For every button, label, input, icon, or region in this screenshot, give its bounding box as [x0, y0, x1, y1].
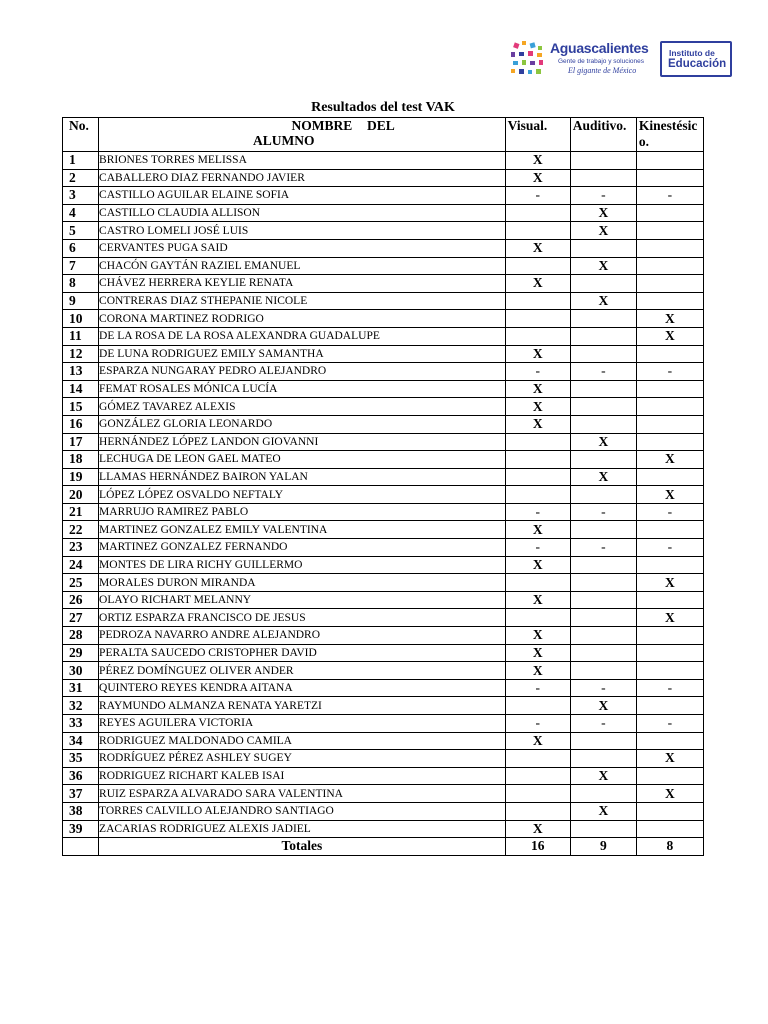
kinestesico-cell: [636, 556, 703, 574]
visual-cell: [505, 486, 570, 504]
header-visual: Visual.: [505, 118, 570, 152]
row-number: 7: [63, 257, 99, 275]
row-number: 2: [63, 169, 99, 187]
kinestesico-cell: X: [636, 785, 703, 803]
kinestesico-cell: [636, 802, 703, 820]
table-row: [63, 415, 704, 433]
auditivo-cell: [570, 609, 636, 627]
table-row: [63, 169, 704, 187]
auditivo-cell: [570, 169, 636, 187]
kinestesico-cell: -: [636, 679, 703, 697]
auditivo-cell: [570, 591, 636, 609]
visual-cell: -: [505, 187, 570, 205]
kinestesico-cell: [636, 415, 703, 433]
row-number: 37: [63, 785, 99, 803]
table-row: [63, 503, 704, 521]
row-number: 28: [63, 627, 99, 645]
visual-cell: -: [505, 715, 570, 733]
kinestesico-cell: -: [636, 363, 703, 381]
kinestesico-cell: [636, 468, 703, 486]
table-row: [63, 327, 704, 345]
table-row: [63, 451, 704, 469]
table-header-row: [63, 118, 704, 152]
student-name: LLAMAS HERNÁNDEZ BAIRON YALAN: [99, 468, 506, 486]
kinestesico-cell: [636, 767, 703, 785]
kinestesico-cell: X: [636, 609, 703, 627]
table-row: [63, 644, 704, 662]
row-number: 30: [63, 662, 99, 680]
row-number: 34: [63, 732, 99, 750]
student-name: CORONA MARTINEZ RODRIGO: [99, 310, 506, 328]
table-row: [63, 785, 704, 803]
kinestesico-cell: [636, 521, 703, 539]
visual-cell: [505, 327, 570, 345]
row-number: 38: [63, 802, 99, 820]
auditivo-cell: X: [570, 292, 636, 310]
visual-cell: X: [505, 556, 570, 574]
aguascalientes-slogan: El gigante de México: [568, 66, 637, 75]
visual-cell: X: [505, 239, 570, 257]
table-row: [63, 345, 704, 363]
auditivo-cell: [570, 451, 636, 469]
kinestesico-cell: X: [636, 486, 703, 504]
student-name: DE LA ROSA DE LA ROSA ALEXANDRA GUADALUPE: [99, 327, 506, 345]
row-number: 24: [63, 556, 99, 574]
auditivo-cell: [570, 785, 636, 803]
kinestesico-cell: [636, 820, 703, 838]
row-number: 11: [63, 327, 99, 345]
kinestesico-cell: [636, 697, 703, 715]
student-name: OLAYO RICHART MELANNY: [99, 591, 506, 609]
aguascalientes-emblem-icon: [508, 40, 548, 78]
header-name-c: ALUMNO: [253, 133, 315, 148]
row-number: 4: [63, 204, 99, 222]
student-name: RAYMUNDO ALMANZA RENATA YARETZI: [99, 697, 506, 715]
visual-cell: [505, 574, 570, 592]
table-row: [63, 556, 704, 574]
auditivo-cell: [570, 239, 636, 257]
row-number: 26: [63, 591, 99, 609]
row-number: 6: [63, 239, 99, 257]
kinestesico-cell: [636, 257, 703, 275]
visual-cell: X: [505, 820, 570, 838]
row-number: 9: [63, 292, 99, 310]
student-name: BRIONES TORRES MELISSA: [99, 152, 506, 170]
totals-empty-cell: [63, 838, 99, 856]
table-row: [63, 310, 704, 328]
auditivo-cell: X: [570, 468, 636, 486]
table-row: [63, 222, 704, 240]
auditivo-cell: [570, 327, 636, 345]
row-number: 27: [63, 609, 99, 627]
auditivo-cell: [570, 152, 636, 170]
auditivo-cell: X: [570, 204, 636, 222]
kinestesico-cell: [636, 292, 703, 310]
instituto-educacion-logo: [660, 41, 732, 77]
row-number: 36: [63, 767, 99, 785]
header-name-a: NOMBRE: [291, 118, 353, 133]
visual-cell: X: [505, 521, 570, 539]
kinestesico-cell: [636, 222, 703, 240]
table-row: [63, 627, 704, 645]
page-title: Resultados del test VAK: [311, 100, 455, 115]
student-name: RODRIGUEZ MALDONADO CAMILA: [99, 732, 506, 750]
aguascalientes-logo: [506, 38, 656, 82]
visual-cell: X: [505, 644, 570, 662]
auditivo-cell: X: [570, 767, 636, 785]
row-number: 18: [63, 451, 99, 469]
student-name: RODRIGUEZ RICHART KALEB ISAI: [99, 767, 506, 785]
student-name: ESPARZA NUNGARAY PEDRO ALEJANDRO: [99, 363, 506, 381]
auditivo-cell: X: [570, 802, 636, 820]
student-name: LECHUGA DE LEON GAEL MATEO: [99, 451, 506, 469]
auditivo-cell: [570, 345, 636, 363]
student-name: GONZÁLEZ GLORIA LEONARDO: [99, 415, 506, 433]
total-auditivo: 9: [570, 838, 636, 856]
results-table: [62, 117, 704, 856]
auditivo-cell: [570, 574, 636, 592]
table-row: [63, 715, 704, 733]
visual-cell: [505, 433, 570, 451]
kinestesico-cell: -: [636, 539, 703, 557]
table-row: [63, 380, 704, 398]
table-row: [63, 239, 704, 257]
student-name: RODRÍGUEZ PÉREZ ASHLEY SUGEY: [99, 750, 506, 768]
visual-cell: -: [505, 539, 570, 557]
row-number: 1: [63, 152, 99, 170]
student-name: HERNÁNDEZ LÓPEZ LANDON GIOVANNI: [99, 433, 506, 451]
visual-cell: [505, 802, 570, 820]
table-row: [63, 820, 704, 838]
student-name: MONTES DE LIRA RICHY GUILLERMO: [99, 556, 506, 574]
header-no: No.: [63, 118, 99, 152]
table-row: [63, 204, 704, 222]
row-number: 21: [63, 503, 99, 521]
table-row: [63, 468, 704, 486]
student-name: LÓPEZ LÓPEZ OSVALDO NEFTALY: [99, 486, 506, 504]
auditivo-cell: X: [570, 433, 636, 451]
table-row: [63, 750, 704, 768]
visual-cell: [505, 310, 570, 328]
aguascalientes-tagline: Gente de trabajo y soluciones: [558, 58, 644, 65]
row-number: 33: [63, 715, 99, 733]
auditivo-cell: [570, 521, 636, 539]
student-name: FEMAT ROSALES MÓNICA LUCÍA: [99, 380, 506, 398]
table-row: [63, 187, 704, 205]
auditivo-cell: [570, 415, 636, 433]
totals-label: Totales: [99, 838, 506, 856]
kinestesico-cell: X: [636, 310, 703, 328]
auditivo-cell: [570, 275, 636, 293]
row-number: 5: [63, 222, 99, 240]
visual-cell: -: [505, 679, 570, 697]
student-name: RUIZ ESPARZA ALVARADO SARA VALENTINA: [99, 785, 506, 803]
auditivo-cell: [570, 732, 636, 750]
instituto-line: Instituto de: [669, 48, 715, 58]
kinestesico-cell: [636, 345, 703, 363]
visual-cell: X: [505, 380, 570, 398]
table-row: [63, 257, 704, 275]
table-row: [63, 574, 704, 592]
auditivo-cell: -: [570, 539, 636, 557]
kinestesico-cell: [636, 433, 703, 451]
visual-cell: [505, 785, 570, 803]
table-row: [63, 398, 704, 416]
row-number: 31: [63, 679, 99, 697]
kinestesico-cell: [636, 204, 703, 222]
visual-cell: X: [505, 415, 570, 433]
visual-cell: X: [505, 152, 570, 170]
visual-cell: [505, 609, 570, 627]
row-number: 35: [63, 750, 99, 768]
kinestesico-cell: [636, 275, 703, 293]
visual-cell: [505, 468, 570, 486]
visual-cell: X: [505, 627, 570, 645]
student-name: CASTILLO AGUILAR ELAINE SOFIA: [99, 187, 506, 205]
row-number: 10: [63, 310, 99, 328]
kinestesico-cell: [636, 169, 703, 187]
row-number: 14: [63, 380, 99, 398]
kinestesico-cell: -: [636, 503, 703, 521]
visual-cell: [505, 750, 570, 768]
row-number: 19: [63, 468, 99, 486]
auditivo-cell: [570, 310, 636, 328]
student-name: GÓMEZ TAVAREZ ALEXIS: [99, 398, 506, 416]
row-number: 12: [63, 345, 99, 363]
visual-cell: X: [505, 345, 570, 363]
student-name: MARTINEZ GONZALEZ FERNANDO: [99, 539, 506, 557]
auditivo-cell: X: [570, 697, 636, 715]
row-number: 3: [63, 187, 99, 205]
student-name: CONTRERAS DIAZ STHEPANIE NICOLE: [99, 292, 506, 310]
visual-cell: [505, 697, 570, 715]
visual-cell: [505, 204, 570, 222]
auditivo-cell: -: [570, 187, 636, 205]
row-number: 20: [63, 486, 99, 504]
student-name: CASTILLO CLAUDIA ALLISON: [99, 204, 506, 222]
visual-cell: X: [505, 662, 570, 680]
table-row: [63, 609, 704, 627]
table-row: [63, 363, 704, 381]
table-row: [63, 732, 704, 750]
table-row: [63, 679, 704, 697]
auditivo-cell: [570, 750, 636, 768]
auditivo-cell: [570, 662, 636, 680]
student-name: PEDROZA NAVARRO ANDRE ALEJANDRO: [99, 627, 506, 645]
kinestesico-cell: X: [636, 750, 703, 768]
row-number: 23: [63, 539, 99, 557]
student-name: CHÁVEZ HERRERA KEYLIE RENATA: [99, 275, 506, 293]
student-name: ORTIZ ESPARZA FRANCISCO DE JESUS: [99, 609, 506, 627]
student-name: CHACÓN GAYTÁN RAZIEL EMANUEL: [99, 257, 506, 275]
student-name: MARTINEZ GONZALEZ EMILY VALENTINA: [99, 521, 506, 539]
student-name: ZACARIAS RODRIGUEZ ALEXIS JADIEL: [99, 820, 506, 838]
visual-cell: X: [505, 169, 570, 187]
row-number: 8: [63, 275, 99, 293]
table-row: [63, 767, 704, 785]
kinestesico-cell: [636, 644, 703, 662]
table-row: [63, 152, 704, 170]
row-number: 22: [63, 521, 99, 539]
row-number: 13: [63, 363, 99, 381]
auditivo-cell: [570, 486, 636, 504]
student-name: MARRUJO RAMIREZ PABLO: [99, 503, 506, 521]
auditivo-cell: X: [570, 257, 636, 275]
row-number: 25: [63, 574, 99, 592]
visual-cell: X: [505, 398, 570, 416]
row-number: 16: [63, 415, 99, 433]
educacion-line: Educación: [668, 58, 727, 70]
table-row: [63, 433, 704, 451]
table-row: [63, 539, 704, 557]
kinestesico-cell: -: [636, 715, 703, 733]
auditivo-cell: [570, 627, 636, 645]
header-name: [99, 118, 506, 152]
student-name: CASTRO LOMELI JOSÉ LUIS: [99, 222, 506, 240]
auditivo-cell: [570, 644, 636, 662]
table-row: [63, 275, 704, 293]
header-kinestesico: Kinestésico.: [636, 118, 703, 152]
visual-cell: [505, 222, 570, 240]
header-name-b: DEL: [367, 118, 395, 133]
row-number: 15: [63, 398, 99, 416]
student-name: CERVANTES PUGA SAID: [99, 239, 506, 257]
visual-cell: -: [505, 503, 570, 521]
kinestesico-cell: X: [636, 574, 703, 592]
auditivo-cell: [570, 398, 636, 416]
kinestesico-cell: X: [636, 327, 703, 345]
header-logos: [506, 38, 736, 82]
student-name: QUINTERO REYES KENDRA AITANA: [99, 679, 506, 697]
table-row: [63, 662, 704, 680]
student-name: PÉREZ DOMÍNGUEZ OLIVER ANDER: [99, 662, 506, 680]
kinestesico-cell: [636, 732, 703, 750]
visual-cell: [505, 257, 570, 275]
table-row: [63, 802, 704, 820]
visual-cell: X: [505, 732, 570, 750]
kinestesico-cell: [636, 591, 703, 609]
student-name: TORRES CALVILLO ALEJANDRO SANTIAGO: [99, 802, 506, 820]
row-number: 39: [63, 820, 99, 838]
kinestesico-cell: -: [636, 187, 703, 205]
student-name: REYES AGUILERA VICTORIA: [99, 715, 506, 733]
visual-cell: [505, 451, 570, 469]
row-number: 17: [63, 433, 99, 451]
kinestesico-cell: [636, 380, 703, 398]
auditivo-cell: -: [570, 715, 636, 733]
student-name: DE LUNA RODRIGUEZ EMILY SAMANTHA: [99, 345, 506, 363]
aguascalientes-name: Aguascalientes: [550, 40, 649, 56]
kinestesico-cell: [636, 152, 703, 170]
kinestesico-cell: X: [636, 451, 703, 469]
kinestesico-cell: [636, 239, 703, 257]
auditivo-cell: X: [570, 222, 636, 240]
kinestesico-cell: [636, 398, 703, 416]
visual-cell: -: [505, 363, 570, 381]
auditivo-cell: -: [570, 363, 636, 381]
total-visual: 16: [505, 838, 570, 856]
table-row: [63, 486, 704, 504]
table-row: [63, 591, 704, 609]
auditivo-cell: [570, 820, 636, 838]
table-row: [63, 292, 704, 310]
kinestesico-cell: [636, 662, 703, 680]
visual-cell: [505, 767, 570, 785]
auditivo-cell: [570, 556, 636, 574]
student-name: CABALLERO DIAZ FERNANDO JAVIER: [99, 169, 506, 187]
table-body: [63, 152, 704, 838]
totals-row: [63, 838, 704, 856]
total-kinestesico: 8: [636, 838, 703, 856]
kinestesico-cell: [636, 627, 703, 645]
auditivo-cell: -: [570, 503, 636, 521]
student-name: PERALTA SAUCEDO CRISTOPHER DAVID: [99, 644, 506, 662]
auditivo-cell: [570, 380, 636, 398]
row-number: 32: [63, 697, 99, 715]
visual-cell: [505, 292, 570, 310]
visual-cell: X: [505, 591, 570, 609]
student-name: MORALES DURON MIRANDA: [99, 574, 506, 592]
table-row: [63, 697, 704, 715]
table-row: [63, 521, 704, 539]
visual-cell: X: [505, 275, 570, 293]
header-auditivo: Auditivo.: [570, 118, 636, 152]
row-number: 29: [63, 644, 99, 662]
auditivo-cell: -: [570, 679, 636, 697]
